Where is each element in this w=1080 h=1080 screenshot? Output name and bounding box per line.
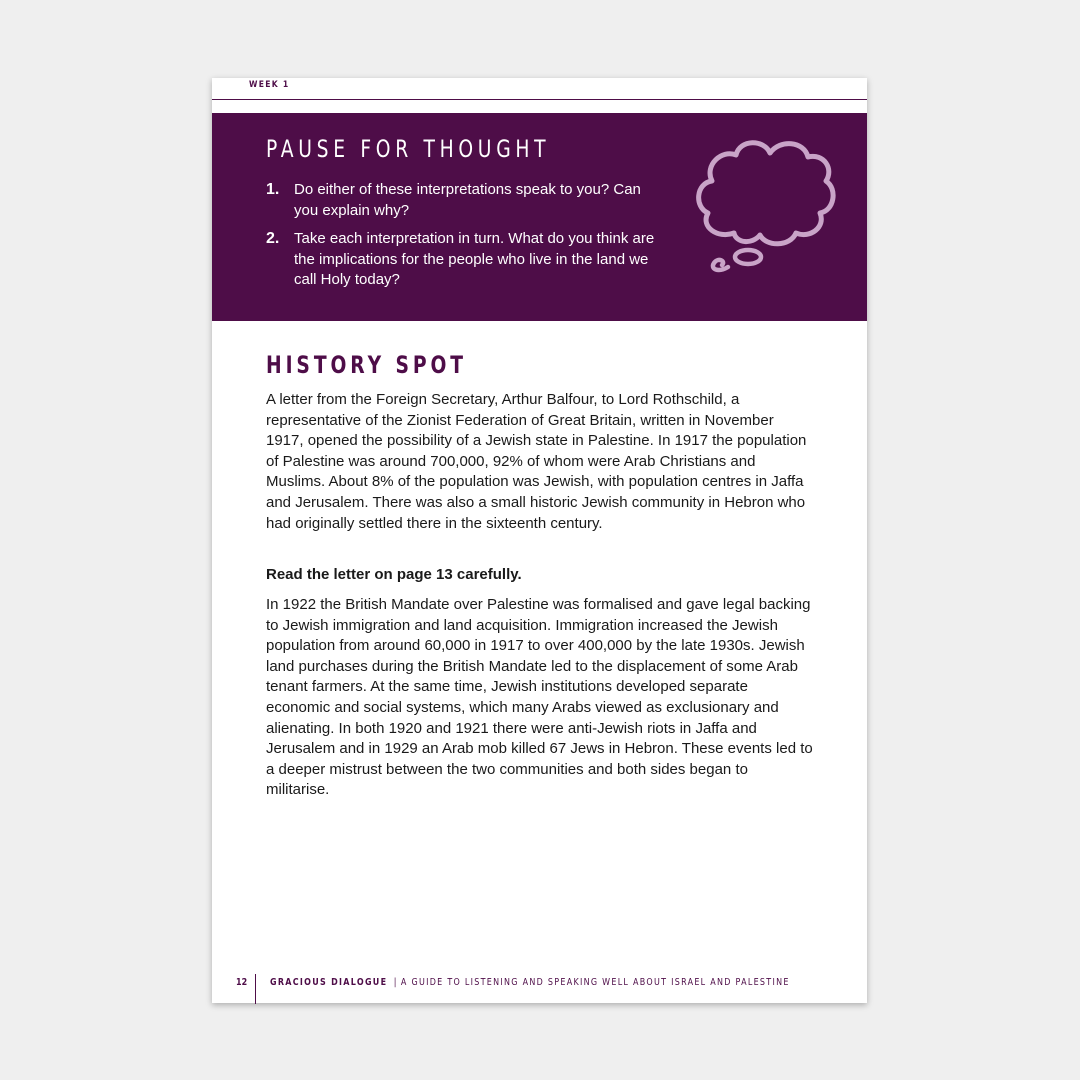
- thought-bubble-icon: [696, 135, 836, 275]
- page-footer: [212, 974, 867, 1004]
- pause-for-thought-panel: [212, 113, 867, 321]
- history-paragraph-instruction: Read the letter on page 13 carefully.: [266, 566, 522, 583]
- question-number: 1.: [266, 181, 280, 198]
- history-spot-title: HISTORY SPOT: [266, 351, 467, 379]
- pause-for-thought-title: PAUSE FOR THOUGHT: [266, 135, 551, 163]
- running-head: WEEK 1: [249, 80, 290, 90]
- booklet-page: [212, 78, 867, 1003]
- footer-subtitle: A GUIDE TO LISTENING AND SPEAKING WELL ABOUT ISRAEL AND PALESTINE: [400, 977, 790, 988]
- history-paragraph-2: In 1922 the British Mandate over Palestine was formalised and gave legal backing to Jewish immigration and land acquisition. Immigration increased the Jewish population from around 60,000 in 1917 to over 400,000 by the late 1930s. Jewish land purchases during the British Mandate led to the displacement of some Arab tenant farmers. At the same time, Jewish institutions developed separate economic and social systems, which many Arabs viewed as exclusionary and alienating. In both 1920 and 1921 there were anti-Jewish riots in Jaffa and Jerusalem and in 1929 an Arab mob killed 67 Jews in Hebron. These events led to a deeper mistrust between the two communities and both sides began to militarise.: [266, 596, 813, 799]
- question-number: 2.: [266, 230, 280, 247]
- question-item-1: [266, 180, 666, 221]
- footer-text: [270, 977, 790, 988]
- question-text: Do either of these interpretations speak to you? Can you explain why?: [294, 181, 641, 219]
- footer-divider: [255, 974, 256, 1004]
- footer-separator: |: [393, 977, 398, 988]
- page-number: 12: [236, 977, 248, 988]
- question-text: Take each interpretation in turn. What do you think are the implications for the people who live in the land we call Holy today?: [294, 230, 655, 288]
- question-item-2: [266, 229, 666, 291]
- question-list: [266, 180, 666, 299]
- header-rule: [212, 99, 867, 100]
- footer-book-title: GRACIOUS DIALOGUE: [270, 977, 388, 988]
- history-paragraph-1: A letter from the Foreign Secretary, Arthur Balfour, to Lord Rothschild, a representative of the Zionist Federation of Great Britain, written in November 1917, opened the possibility of a Jewish state in Palestine. In 1917 the population of Palestine was around 700,000, 92% of whom were Arab Christians and Muslims. About 8% of the population was Jewish, with population centres in Jaffa and Jerusalem. There was also a small historic Jewish community in Hebron who had originally settled there in the sixteenth century.: [266, 391, 807, 532]
